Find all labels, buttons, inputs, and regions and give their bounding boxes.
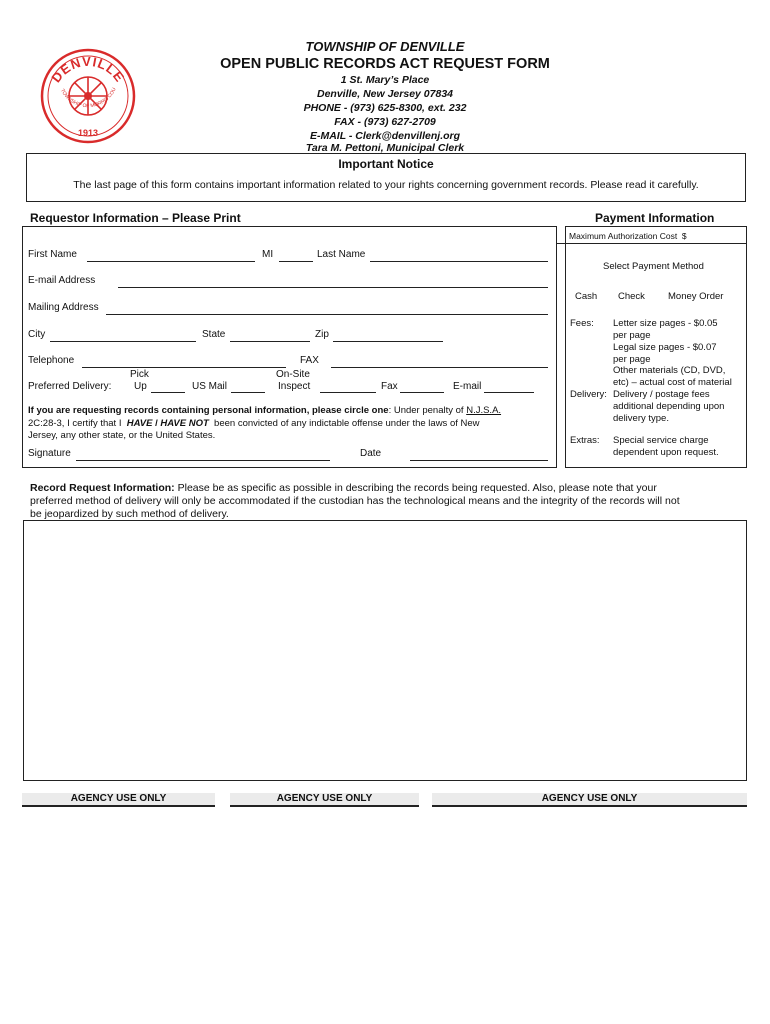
extras-line-0: Special service charge xyxy=(613,435,709,446)
city-label: City xyxy=(28,329,46,340)
record-request-line-1 xyxy=(30,482,657,494)
email-label: E-mail Address xyxy=(28,275,96,286)
have-not-option[interactable]: HAVE NOT xyxy=(160,418,209,429)
max-cost-rule xyxy=(556,243,746,244)
date-label: Date xyxy=(360,448,382,459)
pick-up-field[interactable] xyxy=(151,392,185,393)
email-field[interactable] xyxy=(118,287,548,288)
preferred-delivery-label: Preferred Delivery: xyxy=(28,381,112,392)
signature-field[interactable] xyxy=(76,460,330,461)
certify-line-2 xyxy=(28,418,480,429)
delivery-label: Delivery: xyxy=(570,389,607,400)
email-delivery-field[interactable] xyxy=(484,392,534,393)
select-method-label: Select Payment Method xyxy=(603,261,704,272)
certify-text-3: been convicted of any indictable offense under the laws of New xyxy=(214,418,480,429)
mailing-field[interactable] xyxy=(106,314,548,315)
form-title: OPEN PUBLIC RECORDS ACT REQUEST FORM xyxy=(220,56,550,72)
city-field[interactable] xyxy=(50,341,196,342)
email-delivery-label: E-mail xyxy=(453,381,482,392)
fax-delivery-label: Fax xyxy=(381,381,398,392)
township-name: TOWNSHIP OF DENVILLE xyxy=(305,39,465,54)
seal-name: DENVILLE xyxy=(48,53,128,86)
us-mail-label: US Mail xyxy=(192,381,228,392)
last-name-label: Last Name xyxy=(317,249,366,260)
fee-line-4: Other materials (CD, DVD, xyxy=(613,365,726,376)
fax-label: FAX xyxy=(300,355,319,366)
fees-label: Fees: xyxy=(570,318,594,329)
max-cost-text: Maximum Authorization Cost xyxy=(569,231,678,241)
zip-field[interactable] xyxy=(333,341,443,342)
seal-ring-text: TOWNSHIP OF MORRIS COU xyxy=(58,86,118,110)
first-name-field[interactable] xyxy=(87,261,255,262)
fee-line-5: etc) – actual cost of material xyxy=(613,377,732,388)
telephone-label: Telephone xyxy=(28,355,75,366)
us-mail-field[interactable] xyxy=(231,392,265,393)
fax-delivery-field[interactable] xyxy=(400,392,444,393)
record-request-text-1: Please be as specific as possible in describing the records being requested. Also, please note that your xyxy=(177,482,657,494)
phone-line: PHONE - (973) 625-8300, ext. 232 xyxy=(303,102,467,114)
agency-use-1: AGENCY USE ONLY xyxy=(22,793,215,807)
fee-line-3: per page xyxy=(613,354,651,365)
inspect-label: Inspect xyxy=(278,381,311,392)
extras-label: Extras: xyxy=(570,435,600,446)
state-label: State xyxy=(202,329,226,340)
record-request-line-2: preferred method of delivery will only be accommodated if the custodian has the technological means and the integrity of the records will not xyxy=(30,495,680,507)
fee-line-2: Legal size pages - $0.07 xyxy=(613,342,717,353)
requestor-heading: Requestor Information – Please Print xyxy=(30,211,241,225)
certify-line-1 xyxy=(28,405,501,416)
address-line-2: Denville, New Jersey 07834 xyxy=(316,88,453,100)
on-site-label: On-Site xyxy=(276,369,310,380)
signature-label: Signature xyxy=(28,448,71,459)
agency-use-2: AGENCY USE ONLY xyxy=(230,793,419,807)
record-request-bold: Record Request Information: xyxy=(30,482,175,494)
email-line: E-MAIL - Clerk@denvillenj.org xyxy=(309,130,461,142)
pick-label: Pick xyxy=(130,369,149,380)
extras-line-1: dependent upon request. xyxy=(613,447,719,458)
last-name-field[interactable] xyxy=(370,261,548,262)
record-request-textarea[interactable] xyxy=(23,520,747,781)
delivery-line-1: additional depending upon xyxy=(613,401,725,412)
check-option[interactable]: Check xyxy=(618,291,645,302)
certify-bold: If you are requesting records containing personal information, please circle one xyxy=(28,405,389,416)
mailing-label: Mailing Address xyxy=(28,302,99,313)
payment-heading: Payment Information xyxy=(595,211,715,225)
up-label: Up xyxy=(134,381,147,392)
fax-line: FAX - (973) 627-2709 xyxy=(334,116,436,128)
seal-year: 1913 xyxy=(77,128,99,138)
date-field[interactable] xyxy=(410,460,548,461)
certify-line-3: Jersey, any other state, or the United States. xyxy=(28,430,216,441)
agency-use-3: AGENCY USE ONLY xyxy=(432,793,747,807)
important-notice-box xyxy=(26,153,746,202)
dollar-sign: $ xyxy=(681,231,687,241)
delivery-line-0: Delivery / postage fees xyxy=(613,389,710,400)
money-order-option[interactable]: Money Order xyxy=(668,291,724,302)
njsa-link: N.J.S.A. xyxy=(466,405,502,416)
notice-title: Important Notice xyxy=(338,157,434,171)
certify-text-2: 2C:28-3, I certify that I xyxy=(28,418,122,429)
cash-option[interactable]: Cash xyxy=(575,291,598,302)
telephone-field[interactable] xyxy=(82,367,286,368)
notice-text: The last page of this form contains important information related to your rights concerning government records. Please read it carefully. xyxy=(73,179,699,191)
clerk-line: Tara M. Pettoni, Municipal Clerk xyxy=(305,142,465,154)
mi-field[interactable] xyxy=(279,261,313,262)
first-name-label: First Name xyxy=(28,249,77,260)
fax-field[interactable] xyxy=(331,367,548,368)
state-field[interactable] xyxy=(230,341,310,342)
record-request-line-3: be jeopardized by such method of delivery. xyxy=(30,508,229,520)
have-option[interactable]: HAVE xyxy=(126,418,153,429)
fee-line-1: per page xyxy=(613,330,651,341)
address-line-1: 1 St. Mary’s Place xyxy=(340,74,430,86)
zip-label: Zip xyxy=(315,329,329,340)
have-slash: / xyxy=(155,418,158,429)
fee-line-0: Letter size pages - $0.05 xyxy=(613,318,718,329)
mi-label: MI xyxy=(262,249,274,260)
certify-text-1: : Under penalty of xyxy=(388,405,464,416)
delivery-line-2: delivery type. xyxy=(613,413,669,424)
inspect-field[interactable] xyxy=(320,392,376,393)
max-cost-label xyxy=(569,231,687,241)
